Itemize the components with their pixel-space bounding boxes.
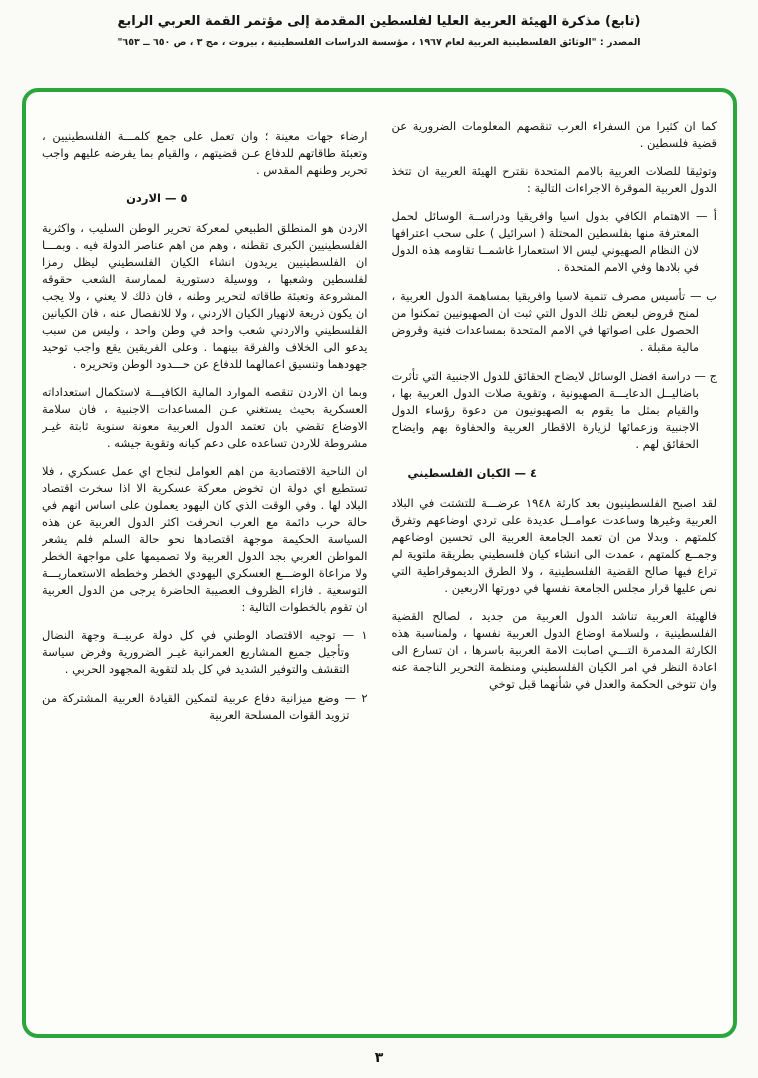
- right-column: [392, 118, 718, 1018]
- left-column: [42, 118, 368, 1018]
- paragraph-jordan-1: الاردن هو المنطلق الطبيعي لمعركة تحرير الوطن السليب ، واكثرية الفلسطينيين الكبرى تقطنه ، وهم من اهم عناصر الدولة فيه . وبمـــا ان الفلسطينيين يريدون انشاء الكيان الفلسطيني ليظل رمزا لفلسطين وشعبها ، ووسيلة دستورية لممارسة الشعب حقوقه المشروعة وتعبئة طاقاته لتحرير وطنه ، فان ذلك لا يعني ، ولا يجب ان يكون ذريعة لانهيار الكيان الاردني ، ولا للانفصال عنه ، فان الكيانين الفلسطيني والاردني شعب واحد في وطن واحد ، وليس من سبب يدعو الى الخلاف والفرقة بينهما . وعلى الفريقين يقع واجب توحيد جهودهما وتنسيق اعمالهما للدفاع عن حـــدود الوطن وتحريره .: [42, 221, 368, 371]
- paragraph-entity-2: فالهيئة العربية تناشد الدول العربية من جديد ، لصالح القضية الفلسطينية ، ولسلامة اوضاع الدول العربية نفسها ، ولمناسبة هذه الكارثة المدمرة التـــي اصابت الامة العربية باسرها ، ان تسارع الى اعادة النظر في امر الكيان الفلسطيني ومنظمة التحرير الناجمة عنه وان تتوخى الحكمة والعدل في شأنهما قبل توخي: [391, 609, 717, 691]
- document-source: المصدر : "الوثائق الفلسطينية العربية لعام ١٩٦٧ ، مؤسسة الدراسات الفلسطينية ، بيروت ، مج ٣ ، ص ٦٥٠ ــ ٦٥٣": [117, 37, 641, 48]
- paragraph-intro: كما ان كثيرا من السفراء العرب تنقصهم المعلومات الضرورية عن قضية فلسطين .: [391, 119, 717, 150]
- list-item-c: ج — دراسة افضل الوسائل لايضاح الحقائق للدول الاجنبية التي تأثرت باضاليــل الدعايـــة الصهيونية ، وتقوية صلات الدول العربية بها ، والقيام بمثل ما يقوم به الصهيونيون من دعوة رؤساء الدول الاجنبية وزعمائها لزيارة الاقطار العربية والحفاوة بهم وايضاح الحقائق لهم .: [391, 369, 717, 451]
- list-item-b: ب — تأسيس مصرف تنمية لاسيا وافريقيا بمساهمة الدول العربية ، لمنح قروض لبعض تلك الدول التي ثبت ان الصهيونيين تمكنوا من الحصول على اصواتها في الامم المتحدة بمساعدات فنية وقروض مالية مقبلة .: [391, 289, 717, 354]
- document-header: [0, 14, 758, 48]
- text-columns: [42, 118, 717, 1018]
- section-heading-palestinian-entity: ٤ — الكيان الفلسطيني: [407, 466, 537, 480]
- paragraph-continuation: ارضاء جهات معينة ؛ وان تعمل على جمع كلمـــة الفلسطينيين ، وتعبئة طاقاتهم للدفاع عـن قضيتهم ، والقيام بما يفرضه عليهم واجب تحرير وطنهم المقدس .: [42, 129, 368, 177]
- section-heading-jordan: ٥ — الاردن: [126, 191, 188, 205]
- list-item-2: ٢ — وضع ميزانية دفاع عربية لتمكين القيادة العربية المشتركة من تزويد القوات المسلحة العربية: [42, 691, 368, 722]
- page-number: ٣: [374, 1050, 384, 1066]
- document-title: (تابع) مذكرة الهيئة العربية العليا لفلسطين المقدمة إلى مؤتمر القمة العربي الرابع: [117, 14, 641, 29]
- paragraph-economy: ان الناحية الاقتصادية من اهم العوامل لنجاح اي عمل عسكري ، فلا تستطيع اي دولة ان تخوض معركة عسكرية الا اذا سخرت اقتصاد البلاد لها . وفي الوقت الذي كان اليهود يعملون على اساس انهم في حالة حرب دائمة مع العرب انحرفت اكثر الدول العربية عن هذه السياسة الحكيمة موجهة اقتصادها نحو حالة السلم فلم يشعر المواطن العربي بجد الدول العربية ولا تصميمها على مواجهة الخطر ولا مراعاة الوضـــع العسكري اليهودي الخطر وخططه الاستعماريـــة التوسعية . فازاء الظروف العصيبة الحاضرة يرجى من الدول العربية ان تقوم بالخطوات التالية :: [42, 464, 368, 614]
- paragraph-lead: وتوثيقا للصلات العربية بالامم المتحدة نقترح الهيئة العربية ان تتخذ الدول العربية الموقرة الاجراءات التالية :: [391, 164, 717, 195]
- paragraph-jordan-2: وبما ان الاردن تنقصه الموارد المالية الكافيـــة لاستكمال استعداداته العسكرية بحيث يستغني عـن المساعدات الاجنبية ، فان سلامة الاوضاع تقضي بان تعتمد الدول العربية معونة سنوية ثابتة غيـر مشروطة للاردن تساعده على دعم كيانه وتقوية جيشه .: [42, 385, 368, 450]
- list-item-1: ١ — توجيه الاقتصاد الوطني في كل دولة عربيــة وجهة النضال وتأجيل جميع المشاريع العمرانية غيـر الضرورية وفرض سياسة التقشف والتوفير الشديد في كل بلد لتقوية المجهود الحربي .: [42, 628, 368, 676]
- document-frame: [22, 88, 737, 1038]
- list-item-a: أ — الاهتمام الكافي بدول اسيا وافريقيا ودراســة الوسائل لحمل المعترفة منها بفلسطين المحتلة ( اسرائيل ) على سحب اعترافها لان النظام الصهيوني ليس الا استعمارا غاشمــا تقاومه هذه الدول في بلادها وفي الامم المتحدة .: [391, 209, 717, 274]
- paragraph-entity-1: لقد اصبح الفلسطينيون بعد كارثة ١٩٤٨ عرضـــة للتشتت في البلاد العربية وغيرها وساعدت عوامــل عديدة على تردي اوضاعهم وتفرق كلمتهم . وبدلا من ان تعمد الجامعة العربية الى تحسين اوضاعهم وجمــع كلمتهم ، عمدت الى انشاء كيان فلسطيني بطريقة ملتوية لم تراع فيها صالح القضية الفلسطينية ، ولا الطرق الديموقراطية التي نص عليها قرار مجلس الجامعة نفسها في دورتها الاربعين .: [391, 496, 717, 595]
